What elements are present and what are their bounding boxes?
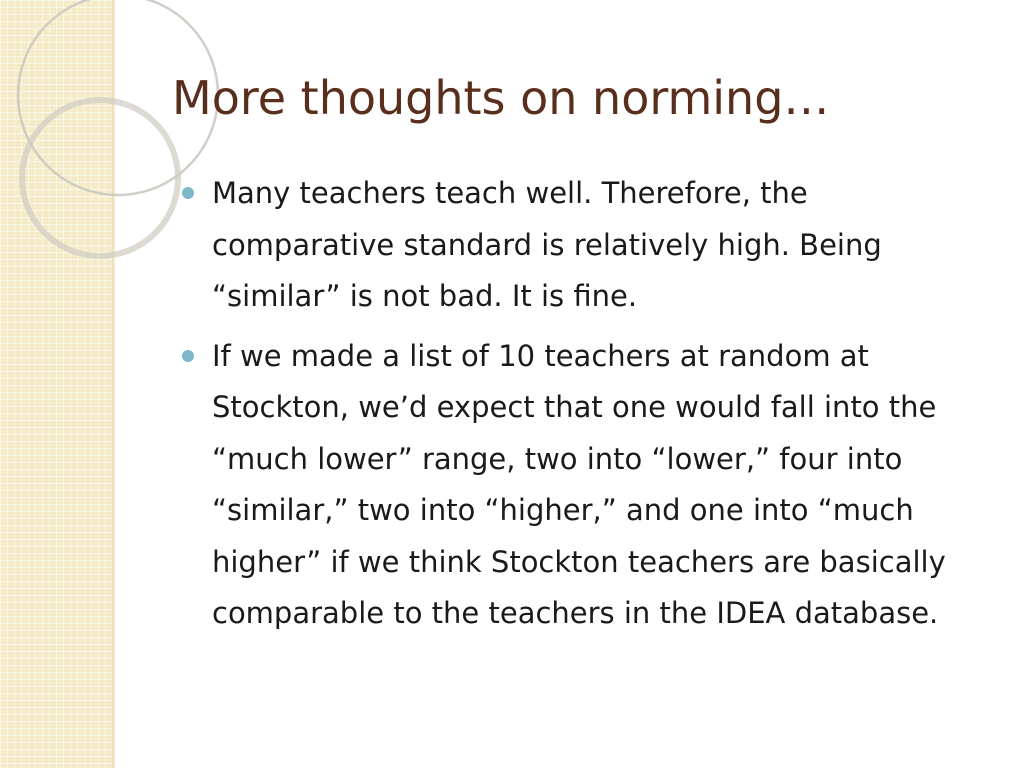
bullet-item	[182, 331, 982, 640]
bullet-item	[182, 168, 982, 323]
bullet-icon	[182, 350, 194, 362]
strip-divider	[112, 0, 115, 768]
bullet-text: If we made a list of 10 teachers at random at Stockton, we’d expect that one would fall into the “much lower” range, two into “lower,” four into “similar,” two into “higher,” and one into “much higher” if we think Stockton teachers are basically comparable to the teachers in the IDEA database.	[212, 338, 946, 630]
decorative-grid-strip	[0, 0, 112, 768]
bullet-text: Many teachers teach well. Therefore, the comparative standard is relatively high. Being “similar” is not bad. It is fine.	[212, 176, 882, 313]
bullet-list	[182, 168, 982, 648]
bullet-icon	[182, 187, 194, 199]
slide-title: More thoughts on norming…	[172, 71, 830, 125]
